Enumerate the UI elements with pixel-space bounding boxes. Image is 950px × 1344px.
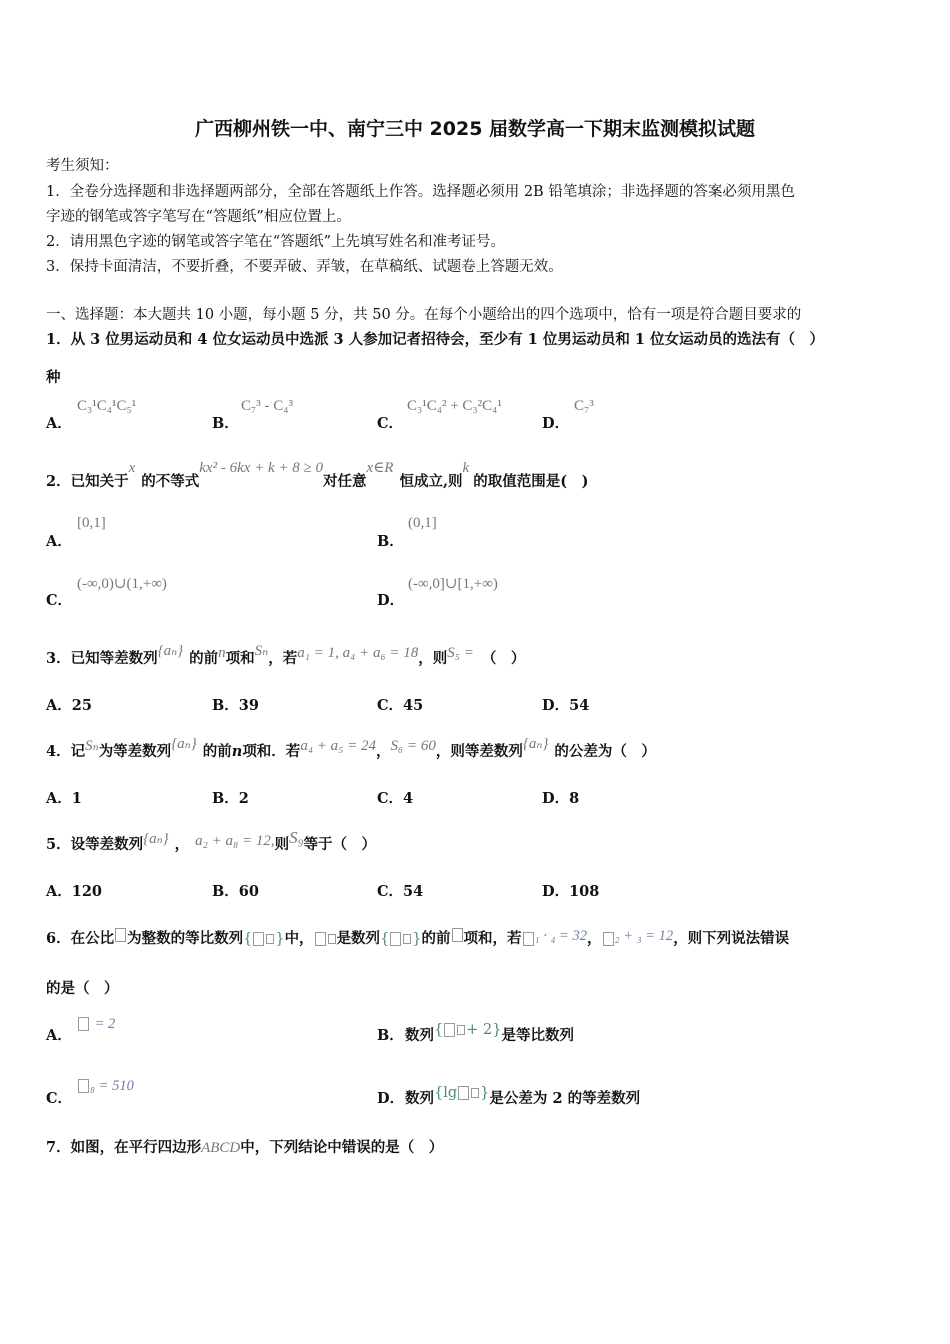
q3-text: ，若 (268, 650, 298, 667)
missing-glyph-icon (523, 932, 534, 946)
q6-text: 数列 (405, 1027, 434, 1044)
q2-text: 的取值范围是( ) (473, 473, 589, 490)
q2-option-d-label: D． (377, 592, 405, 609)
q3-option-b: B．39 (212, 697, 259, 714)
question-7-stem (46, 1136, 443, 1157)
q3-text: 3．已知等差数列 (46, 650, 158, 667)
q4-text: ，则等差数列 (435, 743, 523, 760)
missing-glyph-icon (603, 932, 614, 946)
q2-inequality: kx² - 6kx + k + 8 ≥ 0 (199, 460, 324, 476)
q6-option-b-label: B． (377, 1027, 404, 1044)
q2-option-b-label: B． (377, 533, 404, 550)
q4-sequence: {aₙ} (522, 736, 549, 752)
question-1-stem: 1．从 3 位男运动员和 4 位女运动员中选派 3 人参加记者招待会，至少有 1 位男运动员和 1 位女运动员的选法有（ ） (46, 331, 825, 348)
missing-glyph-icon (78, 1079, 89, 1093)
q2-option-c-label: C． (46, 592, 73, 609)
q4-text: 的公差为（ ） (554, 743, 656, 760)
q3-option-d: D．54 (542, 697, 590, 714)
q6-option-d (405, 1087, 640, 1108)
q6-text: 项和，若 (463, 930, 522, 947)
q3-option-c: C．45 (377, 697, 424, 714)
q6-option-a (77, 1016, 115, 1033)
notice-heading: 考生须知： (46, 158, 119, 174)
q4-text: 4．记 (46, 743, 86, 760)
q6-text: 是等比数列 (501, 1027, 574, 1044)
q6-option-c-label: C． (46, 1090, 73, 1107)
q1-option-d-label: D． (542, 415, 570, 432)
notice-item: 1．全卷分选择题和非选择题两部分，全部在答题纸上作答。选择题必须用 2B 铅笔填涂；非选择题的答案必须用黑色 (46, 184, 795, 200)
q2-option-d: (-∞,0]∪[1,+∞) (408, 576, 498, 592)
page-title: 广西柳州铁一中、南宁三中 2025 届数学高一下期末监测模拟试题 (194, 118, 756, 140)
q6-option-a-math: = 2 (94, 1016, 116, 1032)
q2-text: 恒成立,则 (399, 473, 463, 490)
q2-condition: x∈R (366, 460, 394, 476)
missing-glyph-icon: { } (380, 931, 422, 947)
q6-text: 是公差为 2 的等差数列 (489, 1090, 641, 1107)
q2-option-a-label: A． (46, 533, 72, 550)
q2-option-a: [0,1] (77, 515, 106, 531)
question-1-stem-cont: 种 (46, 369, 61, 386)
q1-option-c: C₃¹C₄² + C₃²C₄¹ (407, 398, 502, 414)
q5-option-b: B．60 (212, 883, 259, 900)
q4-var-n: n (231, 743, 243, 760)
q6-text: 为整数的等比数列 (127, 930, 244, 947)
q7-text: 7．如图，在平行四边形 (46, 1139, 202, 1156)
missing-glyph-icon: { } (243, 931, 285, 947)
q6-text: 6．在公比 (46, 930, 115, 947)
q1-option-a-label: A． (46, 415, 72, 432)
q5-condition: a₂ + a₈ = 12, (195, 833, 275, 849)
q2-option-c: (-∞,0)∪(1,+∞) (77, 576, 167, 592)
q6-option-b (405, 1024, 574, 1045)
q4-condition-2: S₆ = 60 (390, 738, 436, 754)
q4-sum: Sₙ (85, 738, 99, 754)
q3-text: （ ） (481, 650, 526, 667)
notice-item: 3．保持卡面清洁，不要折叠，不要弄破、弄皱，在草稿纸、试题卷上答题无效。 (46, 259, 563, 275)
q3-text: ，则 (418, 650, 448, 667)
q5-text: 等于（ ） (303, 836, 377, 853)
notice-item: 2．请用黑色字迹的钢笔或答字笔在“答题纸”上先填写姓名和准考证号。 (46, 234, 506, 250)
q4-text: 项和．若 (242, 743, 301, 760)
q5-sequence: {aₙ} (143, 831, 169, 847)
q3-s5: S₅ = (447, 645, 474, 661)
question-5-stem (46, 828, 377, 854)
q5-s9: S₉ (289, 828, 304, 847)
q6-text: 是数列 (336, 930, 381, 947)
q4-text: ， (376, 743, 391, 760)
q6-option-a-label: A． (46, 1027, 72, 1044)
missing-glyph-icon (115, 928, 126, 942)
missing-glyph-icon (328, 934, 336, 944)
q3-condition: a₁ = 1, a₄ + a₆ = 18 (297, 645, 419, 661)
q1-option-a: C₃¹C₄¹C₅¹ (77, 398, 137, 414)
q4-sequence: {aₙ} (171, 736, 197, 752)
q2-text: 2．已知关于 (46, 473, 129, 490)
q2-option-b: (0,1] (408, 515, 437, 531)
missing-glyph-icon (452, 928, 463, 942)
q6-text: ，则下列说法错误 (673, 930, 790, 947)
q4-option-b: B．2 (212, 790, 249, 807)
q3-sequence: {aₙ} (157, 643, 184, 659)
q2-text: 对任意 (323, 473, 367, 490)
q4-option-d: D．8 (542, 790, 580, 807)
q2-text: 的不等式 (141, 473, 200, 490)
q4-option-c: C．4 (377, 790, 414, 807)
q1-option-b-label: B． (212, 415, 239, 432)
q1-option-d: C₇³ (574, 398, 594, 414)
q4-condition-1: a₄ + a₅ = 24 (300, 738, 376, 754)
q6-option-c (77, 1078, 134, 1095)
q6-text: ， (587, 930, 602, 947)
q2-var-x: x (128, 460, 136, 476)
q5-text: ， (174, 836, 190, 853)
q5-option-d: D．108 (542, 883, 600, 900)
q6-option-d-math: {lg (434, 1085, 458, 1101)
q6-option-d-label: D． (377, 1090, 405, 1107)
q6-text: 中， (284, 930, 314, 947)
missing-glyph-icon (315, 932, 326, 946)
section-heading: 一、选择题：本大题共 10 小题，每小题 5 分，共 50 分。在每个小题给出的四个选项中，恰有一项是符合题目要求的 (46, 307, 802, 323)
q6-text: 数列 (405, 1090, 434, 1107)
q7-text: 中，下列结论中错误的是（ ） (240, 1139, 444, 1156)
q3-sum: Sₙ (254, 643, 269, 659)
question-2-stem (46, 460, 589, 491)
q5-text: 则 (274, 836, 290, 853)
q6-condition-2: ₂ + ₃ = 12 (614, 928, 674, 944)
q6-option-b-math: + 2} (466, 1022, 502, 1038)
missing-glyph-icon: } (457, 1085, 489, 1101)
q5-option-a: A．120 (46, 883, 103, 900)
q3-option-a: A．25 (46, 697, 92, 714)
q7-shape: ABCD (201, 1140, 241, 1156)
q4-option-a: A．1 (46, 790, 82, 807)
q4-text: 为等差数列 (98, 743, 172, 760)
q2-var-k: k (462, 460, 470, 476)
q1-option-c-label: C． (377, 415, 404, 432)
notice-item: 字迹的钢笔或答字笔写在“答题纸”相应位置上。 (46, 209, 351, 225)
missing-glyph-icon: { (434, 1022, 466, 1038)
q6-condition-1: ₁ · ₄ = 32 (534, 928, 588, 944)
q5-option-c: C．54 (377, 883, 424, 900)
q3-text: 项和 (225, 650, 255, 667)
question-4-stem (46, 736, 656, 761)
q3-var-n: n (218, 645, 226, 661)
question-6-stem-cont: 的是（ ） (46, 980, 119, 997)
q6-text: 的前 (421, 930, 451, 947)
q3-text: 的前 (189, 650, 219, 667)
q1-option-b: C₇³ - C₄³ (241, 398, 293, 414)
q6-option-c-math: ₈ = 510 (90, 1078, 134, 1094)
question-3-stem (46, 643, 526, 668)
question-6-stem (46, 927, 789, 948)
q4-text: 的前 (202, 743, 232, 760)
missing-glyph-icon (78, 1017, 89, 1031)
q5-text: 5．设等差数列 (46, 836, 144, 853)
